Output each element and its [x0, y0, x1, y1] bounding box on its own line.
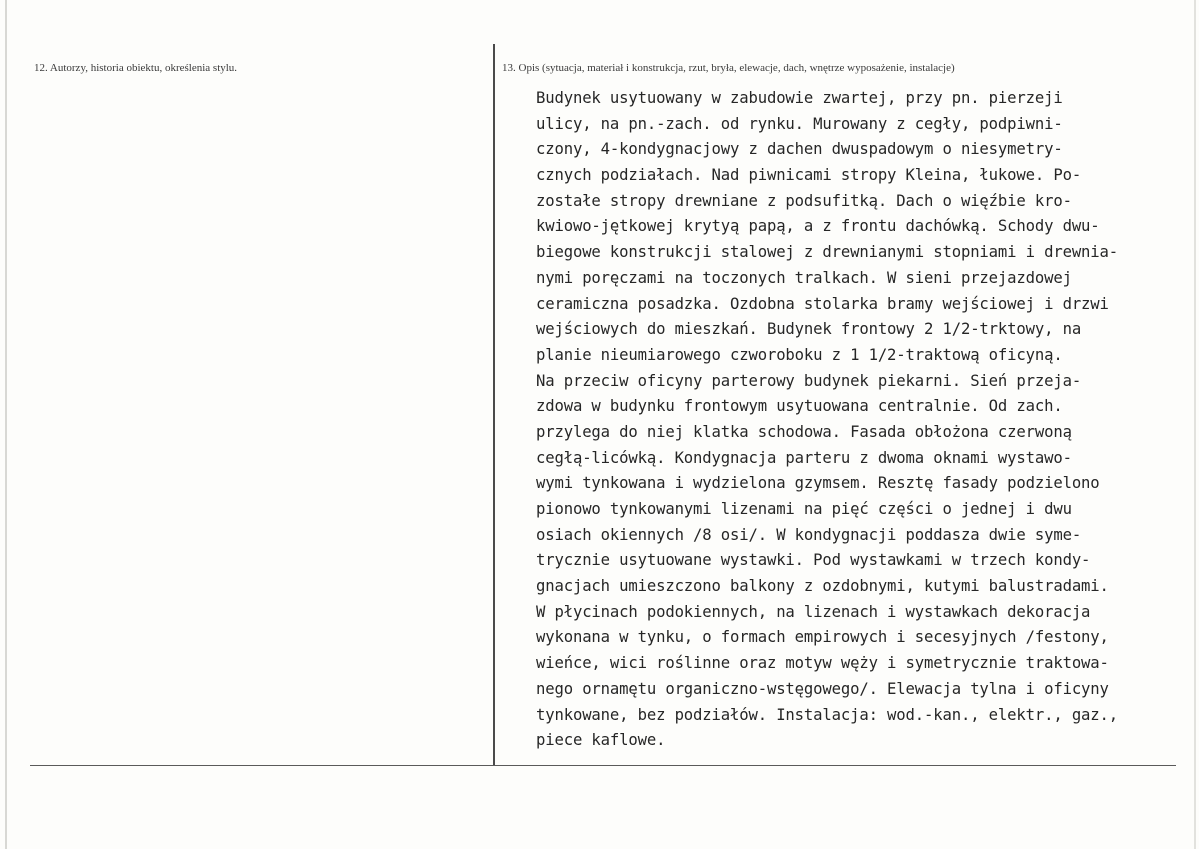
bottom-rule	[30, 765, 1176, 766]
description-line: ulicy, na pn.-zach. od rynku. Murowany z cegły, podpiwni-	[536, 114, 1063, 133]
description-line: biegowe konstrukcji stalowej z drewnianymi stopniami i drewnia-	[536, 243, 1119, 262]
description-line: ceramiczna posadzka. Ozdobna stolarka bramy wejściowej i drzwi	[536, 294, 1109, 313]
description-line: zdowa w budynku frontowym usytuowana centralnie. Od zach.	[536, 397, 1063, 416]
description-line: czony, 4-kondygnacjowy z dachen dwuspadowym o niesymetry-	[536, 140, 1063, 159]
description-line: kwiowo-jętkowej krytyą papą, a z frontu dachówką. Schody dwu-	[536, 217, 1100, 236]
description-line: cegłą-licówką. Kondygnacja parteru z dwoma oknami wystawo-	[536, 448, 1072, 467]
description-line: cznych podziałach. Nad piwnicami stropy Kleina, łukowe. Po-	[536, 166, 1082, 185]
description-line: wymi tynkowana i wydzielona gzymsem. Resztę fasady podzielono	[536, 474, 1100, 493]
description-line: Na przeciw oficyny parterowy budynek piekarni. Sień przeja-	[536, 371, 1082, 390]
right-edge-line	[1194, 0, 1196, 849]
description-line: W płycinach podokiennych, na lizenach i wystawkach dekoracja	[536, 602, 1091, 621]
description-line: nymi poręczami na toczonych tralkach. W sieni przejazdowej	[536, 268, 1072, 287]
description-text	[536, 86, 1176, 754]
section-12-heading: 12. Autorzy, historia obiektu, określenia stylu.	[34, 62, 238, 74]
description-line: zostałe stropy drewniane z podsufitką. Dach o więźbie kro-	[536, 191, 1072, 210]
description-line: wejściowych do mieszkań. Budynek frontowy 2 1/2-trktowy, na	[536, 320, 1082, 339]
description-line: planie nieumiarowego czworoboku z 1 1/2-traktową oficyną.	[536, 345, 1063, 364]
description-line: tynkowane, bez podziałów. Instalacja: wod.-kan., elektr., gaz.,	[536, 705, 1119, 724]
left-edge-line	[5, 0, 7, 849]
description-line: trycznie usytuowane wystawki. Pod wystawkami w trzech kondy-	[536, 551, 1091, 570]
description-line: osiach okiennych /8 osi/. W kondygnacji poddasza dwie syme-	[536, 525, 1082, 544]
column-divider	[493, 44, 495, 766]
description-line: przylega do niej klatka schodowa. Fasada obłożona czerwoną	[536, 422, 1072, 441]
section-13-heading: 13. Opis (sytuacja, materiał i konstrukcja, rzut, bryła, elewacje, dach, wnętrze wyposażenie, instalacje)	[502, 62, 955, 74]
description-line: pionowo tynkowanymi lizenami na pięć części o jednej i dwu	[536, 500, 1072, 518]
description-line: wykonana w tynku, o formach empirowych i secesyjnych /festony,	[536, 628, 1109, 647]
description-line: Budynek usytuowany w zabudowie zwartej, przy pn. pierzeji	[536, 89, 1063, 107]
description-line: gnacjach umieszczono balkony z ozdobnymi, kutymi balustradami.	[536, 577, 1109, 596]
description-line: piece kaflowe.	[536, 731, 666, 750]
description-line: nego ornamętu organiczno-wstęgowego/. Elewacja tylna i oficyny	[536, 679, 1109, 698]
description-line: wieńce, wici roślinne oraz motyw węży i symetrycznie traktowa-	[536, 654, 1109, 673]
